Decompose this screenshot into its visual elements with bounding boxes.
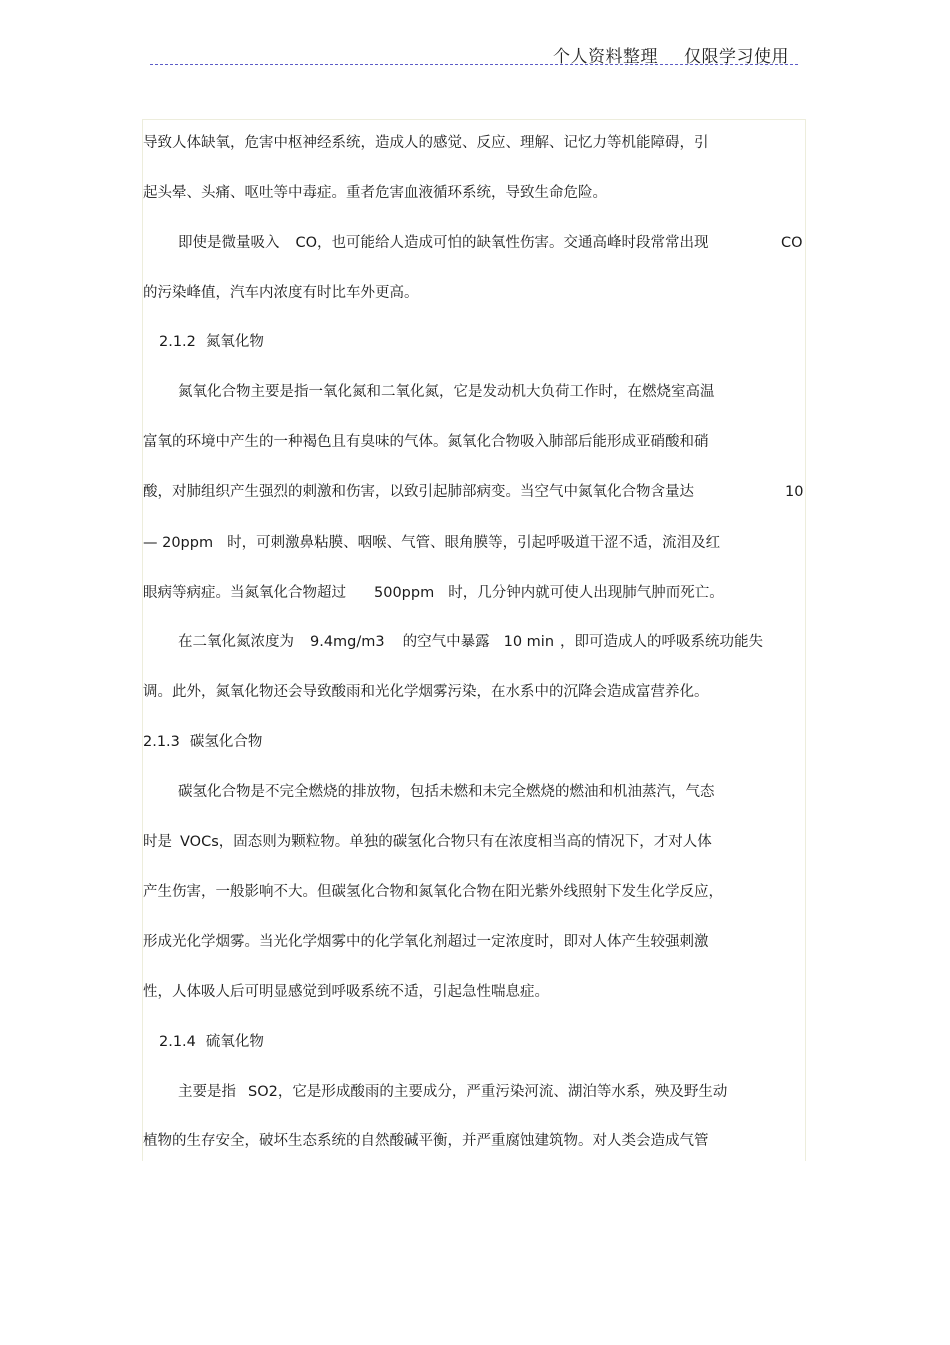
text-line: — 20ppm 时，可刺激鼻粘膜、咽喉、气管、眼角膜等，引起呼吸道干涩不适，流泪及红 (143, 535, 721, 551)
text-fragment: CO (781, 235, 803, 251)
text-line: 植物的生存安全，破坏生态系统的自然酸碱平衡，并严重腐蚀建筑物。对人类会造成气管 (143, 1133, 709, 1149)
text-line: 时是 VOCs，固态则为颗粒物。单独的碳氢化合物只有在浓度相当高的情况下，才对人体 (143, 834, 712, 850)
text-line: 眼病等病症。当氮氧化合物超过 500ppm 时，几分钟内就可使人出现肺气肿而死亡。 (143, 585, 724, 601)
header-right-text: 仅限学习使用 (684, 47, 789, 67)
section-heading-2-1-3: 2.1.3 碳氢化合物 (143, 734, 263, 750)
text-line: 氮氧化合物主要是指一氧化氮和二氧化氮，它是发动机大负荷工作时，在燃烧室高温 (178, 384, 715, 400)
text-line: 碳氢化合物是不完全燃烧的排放物，包括未燃和未完全燃烧的燃油和机油蒸汽，气态 (178, 784, 715, 800)
text-line: 导致人体缺氧，危害中枢神经系统，造成人的感觉、反应、理解、记忆力等机能障碍，引 (143, 135, 709, 151)
text-fragment: 10 (785, 484, 804, 500)
text-line: 产生伤害，一般影响不大。但碳氢化合物和氮氧化合物在阳光紫外线照射下发生化学反应， (143, 884, 723, 900)
header-dashed-rule (150, 64, 798, 65)
header-left-text: 个人资料整理 (553, 47, 658, 67)
text-line: 的污染峰值，汽车内浓度有时比车外更高。 (143, 285, 419, 301)
text-line: 起头晕、头痛、呕吐等中毒症。重者危害血液循环系统，导致生命危险。 (143, 185, 607, 201)
section-heading-2-1-4: 2.1.4 硫氧化物 (159, 1034, 264, 1050)
text-line: 在二氧化氮浓度为 9.4mg/m3 的空气中暴露 10 min ，即可造成人的呼吸系统功能失 (178, 634, 764, 650)
text-line: 富氧的环境中产生的一种褐色且有臭味的气体。氮氧化合物吸入肺部后能形成亚硝酸和硝 (143, 434, 709, 450)
text-line: 性，人体吸人后可明显感觉到呼吸系统不适，引起急性喘息症。 (143, 984, 549, 1000)
text-line: 调。此外，氮氧化物还会导致酸雨和光化学烟雾污染，在水系中的沉降会造成富营养化。 (143, 684, 709, 700)
text-line: 即使是微量吸入 CO，也可能给人造成可怕的缺氧性伤害。交通高峰时段常常出现 (178, 235, 709, 251)
text-line: 主要是指 SO2，它是形成酸雨的主要成分，严重污染河流、湖泊等水系，殃及野生动 (178, 1084, 728, 1100)
text-line: 酸，对肺组织产生强烈的刺激和伤害，以致引起肺部病变。当空气中氮氧化合物含量达 (143, 484, 694, 500)
section-heading-2-1-2: 2.1.2 氮氧化物 (159, 334, 264, 350)
text-line: 形成光化学烟雾。当光化学烟雾中的化学氧化剂超过一定浓度时，即对人体产生较强刺激 (143, 934, 709, 950)
